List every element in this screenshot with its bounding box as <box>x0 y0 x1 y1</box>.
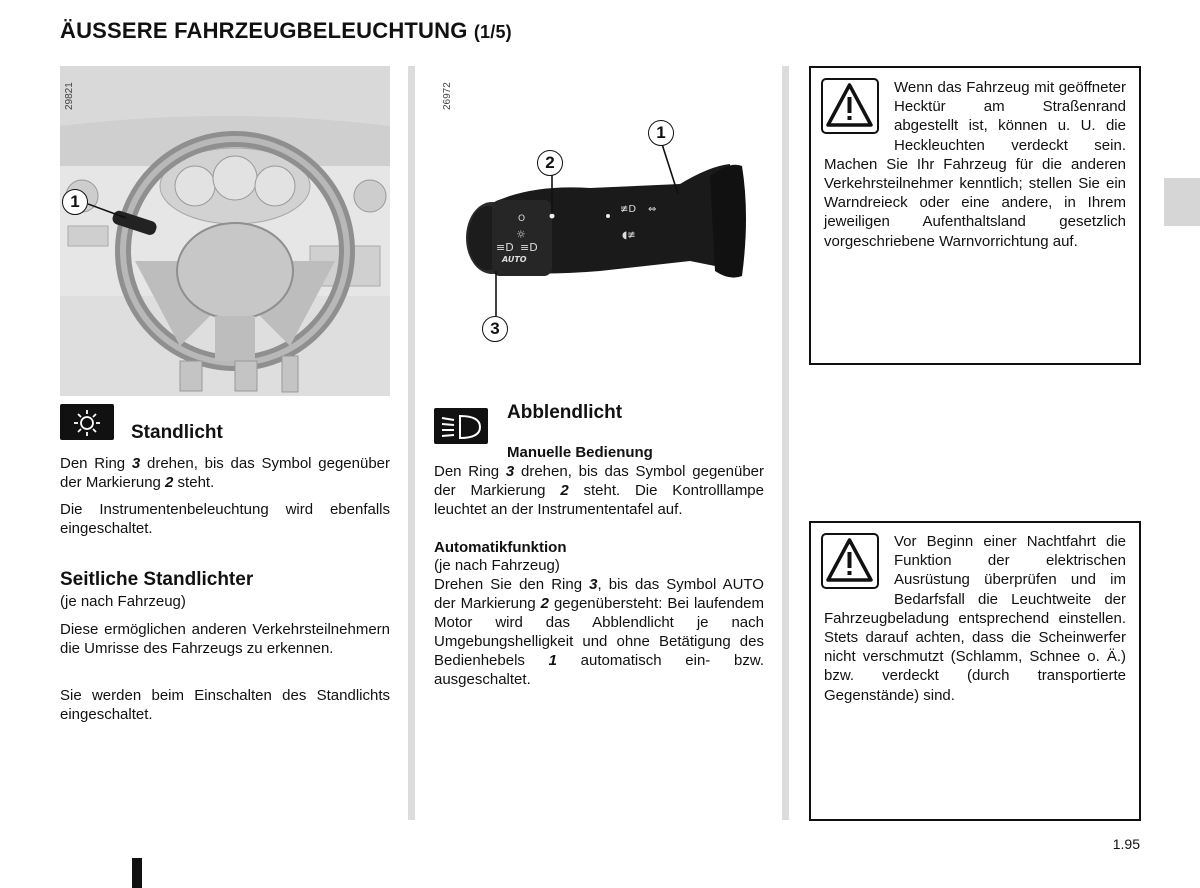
light-stalk-illustration <box>430 66 770 366</box>
standlicht-paragraph-2: Die Instrumentenbeleuchtung wird ebenfalls eingeschaltet. <box>60 501 390 537</box>
figure-number-2: 26972 <box>442 82 453 110</box>
page-title <box>60 18 512 44</box>
low-beam-icon <box>434 408 488 444</box>
figure-number: 29821 <box>64 82 75 110</box>
svg-text:◖≢: ◖≢ <box>622 230 636 241</box>
page-number: 1.95 <box>1112 836 1140 852</box>
svg-text:≡D: ≡D <box>520 241 538 254</box>
svg-text:☼: ☼ <box>516 228 526 241</box>
figure-light-stalk <box>430 66 770 366</box>
callout-2: 2 <box>537 150 563 176</box>
manual-heading: Manuelle Bedienung <box>507 444 653 461</box>
column-separator-2 <box>782 66 789 820</box>
callout-1: 1 <box>62 189 88 215</box>
auto-heading: Automatikfunktion <box>434 539 567 556</box>
seitliche-paragraph-1: Diese ermöglichen anderen Verkehrsteilnehmern die Umrisse des Fahrzeugs zu erkennen. <box>60 621 390 657</box>
standlicht-paragraph-1: Den Ring 3 drehen, bis das Symbol gegenüber der Markierung 2 steht. <box>60 455 391 491</box>
seitliche-heading: Seitliche Standlichter <box>60 569 254 590</box>
warning-1-text: Wenn das Fahrzeug mit geöffneter Hecktür am Straßenrand abgestellt ist, können u. U. die Heckleuchten verdeckt sein. Machen Sie Ihr Fahrzeug für die anderen Verkehrsteilnehmer kenntlich; stellen Sie ein Warndreieck oder eine andere, in Ihrem jeweiligen Aufenthaltsland gesetzlich vorgeschriebene Warnvorrichtung auf. <box>824 79 1126 250</box>
abblendlicht-heading: Abblendlicht <box>507 402 623 423</box>
callout-3: 3 <box>482 316 508 342</box>
page-title-sub: (1/5) <box>473 22 512 42</box>
warning-2-text: Vor Beginn einer Nachtfahrt die Funktion der elektrischen Ausrüstung überprüfen und im Bedarfsfall die Leuchtweite der Fahrzeugbeladung entsprechend einstellen. Stets darauf achten, dass die Scheinwerfer nicht verschmutzt (Schlamm, Schnee o. Ä.) bzw. verdeckt (durch transportierte Gegenstände) sind. <box>824 533 1126 704</box>
callout-1-leader <box>88 202 128 222</box>
edge-mark <box>132 858 142 888</box>
manual-paragraph: Den Ring 3 drehen, bis das Symbol gegenüber der Markierung 2 steht. Die Kontrolllampe leuchtet an der Instrumententafel auf. <box>434 463 765 518</box>
column-separator-1 <box>408 66 415 820</box>
seitliche-paragraph-2: Sie werden beim Einschalten des Standlichts eingeschaltet. <box>60 687 390 723</box>
parking-light-icon <box>60 404 114 440</box>
steering-wheel-illustration <box>60 66 390 396</box>
section-tab <box>1164 178 1200 226</box>
warning-box-1 <box>809 66 1141 365</box>
figure-steering-wheel <box>60 66 390 396</box>
svg-text:≢D: ≢D <box>620 204 637 215</box>
svg-text:⇔: ⇔ <box>648 204 657 215</box>
svg-text:O: O <box>518 214 526 224</box>
seitliche-note: (je nach Fahrzeug) <box>60 593 186 610</box>
standlicht-heading: Standlicht <box>131 422 223 443</box>
auto-note: (je nach Fahrzeug) <box>434 557 560 574</box>
auto-label: AUTO <box>502 255 527 264</box>
auto-paragraph: Drehen Sie den Ring 3, bis das Symbol AUTO der Markierung 2 gegenübersteht: Bei laufendem Motor wird das Abblendlicht je nach Umgebungshelligkeit und ohne Betätigung des Bedienhebels 1 automatisch ein- bzw. ausgeschaltet. <box>434 576 765 688</box>
callout-1: 1 <box>648 120 674 146</box>
warning-box-2 <box>809 521 1141 821</box>
page-title-main: ÄUSSERE FAHRZEUGBELEUCHTUNG <box>60 18 468 43</box>
svg-text:≡D: ≡D <box>496 241 514 254</box>
